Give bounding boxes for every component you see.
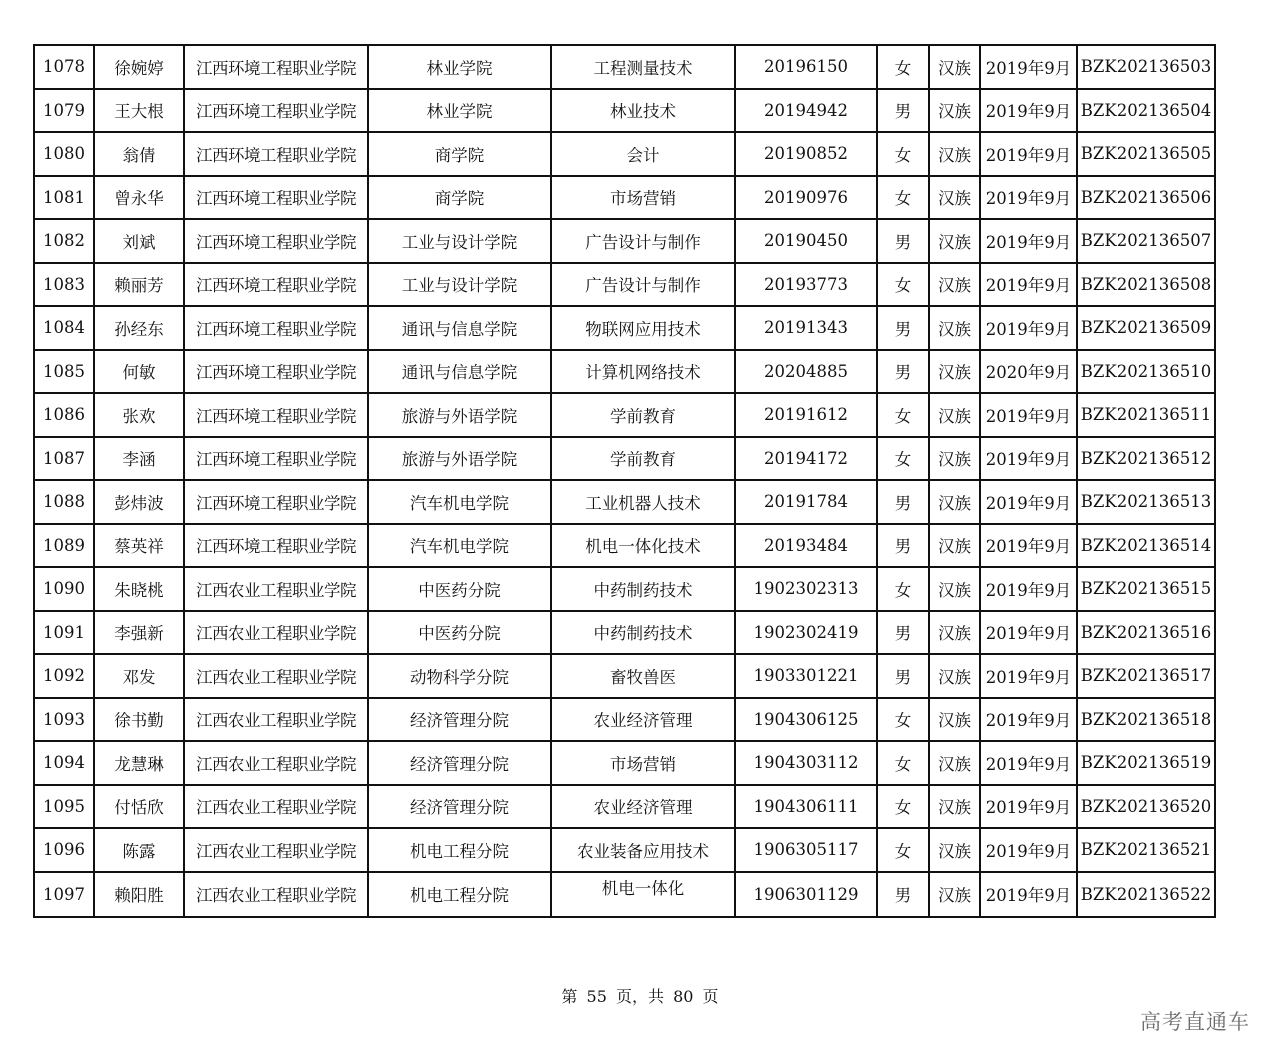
cell-cert-number: BZK202136509	[1077, 306, 1215, 350]
cell-school: 江西农业工程职业学院	[184, 828, 368, 872]
cell-enroll-date: 2019年9月	[980, 306, 1077, 350]
cell-ethnicity: 汉族	[929, 480, 980, 524]
cell-school: 江西农业工程职业学院	[184, 611, 368, 655]
cell-name: 李涵	[94, 437, 184, 481]
cell-ethnicity: 汉族	[929, 263, 980, 307]
cell-student-id: 20190852	[735, 132, 877, 176]
cell-school: 江西环境工程职业学院	[184, 263, 368, 307]
cell-gender: 女	[877, 263, 929, 307]
cell-enroll-date: 2020年9月	[980, 350, 1077, 394]
cell-cert-number: BZK202136516	[1077, 611, 1215, 655]
cell-school: 江西环境工程职业学院	[184, 306, 368, 350]
cell-ethnicity: 汉族	[929, 45, 980, 89]
cell-college: 中医药分院	[368, 611, 551, 655]
cell-college: 汽车机电学院	[368, 480, 551, 524]
cell-number: 1096	[34, 828, 94, 872]
cell-student-id: 1902302313	[735, 567, 877, 611]
cell-number: 1097	[34, 872, 94, 918]
cell-major: 机电一体化	[551, 872, 735, 918]
cell-major: 市场营销	[551, 741, 735, 785]
cell-school: 江西农业工程职业学院	[184, 872, 368, 918]
cell-student-id: 20193773	[735, 263, 877, 307]
table-row	[34, 698, 1215, 742]
cell-number: 1087	[34, 437, 94, 481]
cell-ethnicity: 汉族	[929, 437, 980, 481]
cell-name: 彭炜波	[94, 480, 184, 524]
cell-name: 徐婉婷	[94, 45, 184, 89]
cell-major: 农业经济管理	[551, 785, 735, 829]
page-footer	[0, 984, 1280, 1007]
cell-enroll-date: 2019年9月	[980, 437, 1077, 481]
cell-school: 江西农业工程职业学院	[184, 698, 368, 742]
cell-ethnicity: 汉族	[929, 393, 980, 437]
cell-major: 会计	[551, 132, 735, 176]
cell-college: 机电工程分院	[368, 872, 551, 918]
cell-student-id: 1906301129	[735, 872, 877, 918]
cell-cert-number: BZK202136517	[1077, 654, 1215, 698]
total-page-count: 80	[673, 987, 694, 1006]
cell-name: 邓发	[94, 654, 184, 698]
cell-enroll-date: 2019年9月	[980, 654, 1077, 698]
cell-ethnicity: 汉族	[929, 698, 980, 742]
cell-number: 1089	[34, 524, 94, 568]
cell-ethnicity: 汉族	[929, 785, 980, 829]
cell-number: 1081	[34, 176, 94, 220]
cell-student-id: 1904306111	[735, 785, 877, 829]
cell-cert-number: BZK202136508	[1077, 263, 1215, 307]
cell-name: 付恬欣	[94, 785, 184, 829]
cell-gender: 女	[877, 698, 929, 742]
cell-name: 曾永华	[94, 176, 184, 220]
cell-enroll-date: 2019年9月	[980, 872, 1077, 918]
cell-number: 1078	[34, 45, 94, 89]
cell-student-id: 1906305117	[735, 828, 877, 872]
cell-cert-number: BZK202136518	[1077, 698, 1215, 742]
cell-number: 1085	[34, 350, 94, 394]
cell-school: 江西环境工程职业学院	[184, 132, 368, 176]
cell-gender: 男	[877, 611, 929, 655]
cell-enroll-date: 2019年9月	[980, 480, 1077, 524]
table-row	[34, 480, 1215, 524]
cell-college: 中医药分院	[368, 567, 551, 611]
cell-college: 商学院	[368, 132, 551, 176]
cell-cert-number: BZK202136522	[1077, 872, 1215, 918]
cell-cert-number: BZK202136513	[1077, 480, 1215, 524]
watermark-text: 高考直通车	[1140, 1010, 1250, 1034]
cell-college: 林业学院	[368, 89, 551, 133]
cell-enroll-date: 2019年9月	[980, 524, 1077, 568]
cell-student-id: 20193484	[735, 524, 877, 568]
current-page-number: 55	[586, 987, 607, 1006]
cell-college: 汽车机电学院	[368, 524, 551, 568]
cell-major: 畜牧兽医	[551, 654, 735, 698]
footer-prefix: 第	[561, 987, 578, 1006]
cell-ethnicity: 汉族	[929, 132, 980, 176]
cell-gender: 女	[877, 176, 929, 220]
cell-number: 1079	[34, 89, 94, 133]
cell-ethnicity: 汉族	[929, 219, 980, 263]
cell-college: 商学院	[368, 176, 551, 220]
table-row	[34, 872, 1215, 918]
table-row	[34, 785, 1215, 829]
cell-school: 江西环境工程职业学院	[184, 480, 368, 524]
cell-major: 学前教育	[551, 437, 735, 481]
cell-cert-number: BZK202136520	[1077, 785, 1215, 829]
table-row	[34, 611, 1215, 655]
cell-student-id: 20190450	[735, 219, 877, 263]
cell-college: 通讯与信息学院	[368, 306, 551, 350]
cell-college: 工业与设计学院	[368, 219, 551, 263]
cell-student-id: 20194942	[735, 89, 877, 133]
cell-student-id: 20191343	[735, 306, 877, 350]
cell-major: 中药制药技术	[551, 567, 735, 611]
cell-college: 工业与设计学院	[368, 263, 551, 307]
cell-major: 市场营销	[551, 176, 735, 220]
cell-cert-number: BZK202136519	[1077, 741, 1215, 785]
table-row	[34, 828, 1215, 872]
cell-college: 通讯与信息学院	[368, 350, 551, 394]
cell-school: 江西农业工程职业学院	[184, 654, 368, 698]
table-row	[34, 393, 1215, 437]
cell-student-id: 20191612	[735, 393, 877, 437]
cell-enroll-date: 2019年9月	[980, 219, 1077, 263]
cell-major: 广告设计与制作	[551, 219, 735, 263]
cell-name: 王大根	[94, 89, 184, 133]
cell-enroll-date: 2019年9月	[980, 785, 1077, 829]
cell-name: 何敏	[94, 350, 184, 394]
cell-ethnicity: 汉族	[929, 567, 980, 611]
cell-cert-number: BZK202136511	[1077, 393, 1215, 437]
cell-number: 1084	[34, 306, 94, 350]
cell-name: 赖丽芳	[94, 263, 184, 307]
cell-gender: 女	[877, 567, 929, 611]
cell-cert-number: BZK202136521	[1077, 828, 1215, 872]
cell-gender: 女	[877, 132, 929, 176]
cell-ethnicity: 汉族	[929, 306, 980, 350]
table-row	[34, 263, 1215, 307]
table-row	[34, 45, 1215, 89]
cell-student-id: 20194172	[735, 437, 877, 481]
cell-name: 陈露	[94, 828, 184, 872]
cell-college: 动物科学分院	[368, 654, 551, 698]
cell-school: 江西环境工程职业学院	[184, 437, 368, 481]
cell-ethnicity: 汉族	[929, 654, 980, 698]
cell-number: 1082	[34, 219, 94, 263]
cell-college: 经济管理分院	[368, 785, 551, 829]
cell-gender: 女	[877, 785, 929, 829]
cell-cert-number: BZK202136512	[1077, 437, 1215, 481]
table-body	[34, 45, 1215, 917]
cell-enroll-date: 2019年9月	[980, 176, 1077, 220]
table-row	[34, 567, 1215, 611]
cell-gender: 女	[877, 45, 929, 89]
cell-major: 林业技术	[551, 89, 735, 133]
cell-gender: 男	[877, 524, 929, 568]
cell-school: 江西环境工程职业学院	[184, 219, 368, 263]
cell-number: 1093	[34, 698, 94, 742]
cell-school: 江西农业工程职业学院	[184, 741, 368, 785]
cell-school: 江西农业工程职业学院	[184, 785, 368, 829]
cell-enroll-date: 2019年9月	[980, 741, 1077, 785]
cell-student-id: 20191784	[735, 480, 877, 524]
cell-major: 计算机网络技术	[551, 350, 735, 394]
table-row	[34, 524, 1215, 568]
cell-student-id: 1903301221	[735, 654, 877, 698]
cell-gender: 男	[877, 306, 929, 350]
cell-gender: 男	[877, 219, 929, 263]
cell-college: 旅游与外语学院	[368, 437, 551, 481]
footer-middle: 页，共	[615, 987, 664, 1006]
cell-school: 江西环境工程职业学院	[184, 45, 368, 89]
cell-number: 1091	[34, 611, 94, 655]
cell-ethnicity: 汉族	[929, 872, 980, 918]
cell-ethnicity: 汉族	[929, 524, 980, 568]
cell-student-id: 20196150	[735, 45, 877, 89]
cell-major: 物联网应用技术	[551, 306, 735, 350]
cell-gender: 女	[877, 393, 929, 437]
cell-ethnicity: 汉族	[929, 741, 980, 785]
table-row	[34, 741, 1215, 785]
cell-cert-number: BZK202136514	[1077, 524, 1215, 568]
cell-cert-number: BZK202136503	[1077, 45, 1215, 89]
table-row	[34, 306, 1215, 350]
cell-number: 1095	[34, 785, 94, 829]
cell-name: 赖阳胜	[94, 872, 184, 918]
cell-major: 农业经济管理	[551, 698, 735, 742]
cell-student-id: 20204885	[735, 350, 877, 394]
cell-major: 学前教育	[551, 393, 735, 437]
cell-cert-number: BZK202136506	[1077, 176, 1215, 220]
cell-name: 刘斌	[94, 219, 184, 263]
cell-school: 江西环境工程职业学院	[184, 350, 368, 394]
cell-enroll-date: 2019年9月	[980, 611, 1077, 655]
cell-enroll-date: 2019年9月	[980, 698, 1077, 742]
cell-ethnicity: 汉族	[929, 611, 980, 655]
cell-name: 蔡英祥	[94, 524, 184, 568]
cell-ethnicity: 汉族	[929, 89, 980, 133]
cell-cert-number: BZK202136505	[1077, 132, 1215, 176]
cell-name: 龙慧琳	[94, 741, 184, 785]
cell-school: 江西环境工程职业学院	[184, 524, 368, 568]
cell-name: 朱晓桃	[94, 567, 184, 611]
cell-major: 农业装备应用技术	[551, 828, 735, 872]
table-row	[34, 654, 1215, 698]
cell-student-id: 1904306125	[735, 698, 877, 742]
table-row	[34, 350, 1215, 394]
cell-gender: 男	[877, 654, 929, 698]
cell-college: 经济管理分院	[368, 698, 551, 742]
cell-college: 林业学院	[368, 45, 551, 89]
table-row	[34, 89, 1215, 133]
cell-gender: 女	[877, 437, 929, 481]
cell-gender: 男	[877, 872, 929, 918]
cell-ethnicity: 汉族	[929, 176, 980, 220]
table-row	[34, 176, 1215, 220]
cell-name: 翁倩	[94, 132, 184, 176]
cell-school: 江西环境工程职业学院	[184, 176, 368, 220]
cell-cert-number: BZK202136504	[1077, 89, 1215, 133]
cell-gender: 男	[877, 89, 929, 133]
cell-gender: 男	[877, 350, 929, 394]
table-row	[34, 219, 1215, 263]
cell-school: 江西环境工程职业学院	[184, 393, 368, 437]
cell-number: 1083	[34, 263, 94, 307]
footer-suffix: 页	[702, 987, 719, 1006]
cell-ethnicity: 汉族	[929, 828, 980, 872]
cell-ethnicity: 汉族	[929, 350, 980, 394]
cell-cert-number: BZK202136510	[1077, 350, 1215, 394]
cell-number: 1080	[34, 132, 94, 176]
cell-cert-number: BZK202136507	[1077, 219, 1215, 263]
cell-school: 江西农业工程职业学院	[184, 567, 368, 611]
cell-student-id: 1902302419	[735, 611, 877, 655]
table-row	[34, 132, 1215, 176]
cell-enroll-date: 2019年9月	[980, 828, 1077, 872]
student-roster-table	[33, 44, 1216, 918]
cell-college: 机电工程分院	[368, 828, 551, 872]
cell-name: 张欢	[94, 393, 184, 437]
cell-gender: 男	[877, 480, 929, 524]
cell-school: 江西环境工程职业学院	[184, 89, 368, 133]
cell-major: 机电一体化技术	[551, 524, 735, 568]
cell-major: 工业机器人技术	[551, 480, 735, 524]
cell-college: 旅游与外语学院	[368, 393, 551, 437]
cell-gender: 女	[877, 741, 929, 785]
cell-enroll-date: 2019年9月	[980, 89, 1077, 133]
cell-name: 李强新	[94, 611, 184, 655]
cell-major: 广告设计与制作	[551, 263, 735, 307]
cell-enroll-date: 2019年9月	[980, 132, 1077, 176]
cell-college: 经济管理分院	[368, 741, 551, 785]
cell-number: 1088	[34, 480, 94, 524]
cell-enroll-date: 2019年9月	[980, 393, 1077, 437]
cell-student-id: 20190976	[735, 176, 877, 220]
cell-enroll-date: 2019年9月	[980, 45, 1077, 89]
cell-gender: 女	[877, 828, 929, 872]
cell-student-id: 1904303112	[735, 741, 877, 785]
cell-number: 1094	[34, 741, 94, 785]
cell-number: 1086	[34, 393, 94, 437]
cell-name: 徐书勤	[94, 698, 184, 742]
cell-major: 工程测量技术	[551, 45, 735, 89]
cell-number: 1092	[34, 654, 94, 698]
cell-cert-number: BZK202136515	[1077, 567, 1215, 611]
cell-enroll-date: 2019年9月	[980, 263, 1077, 307]
cell-name: 孙经东	[94, 306, 184, 350]
cell-major: 中药制药技术	[551, 611, 735, 655]
cell-number: 1090	[34, 567, 94, 611]
cell-enroll-date: 2019年9月	[980, 567, 1077, 611]
table-row	[34, 437, 1215, 481]
